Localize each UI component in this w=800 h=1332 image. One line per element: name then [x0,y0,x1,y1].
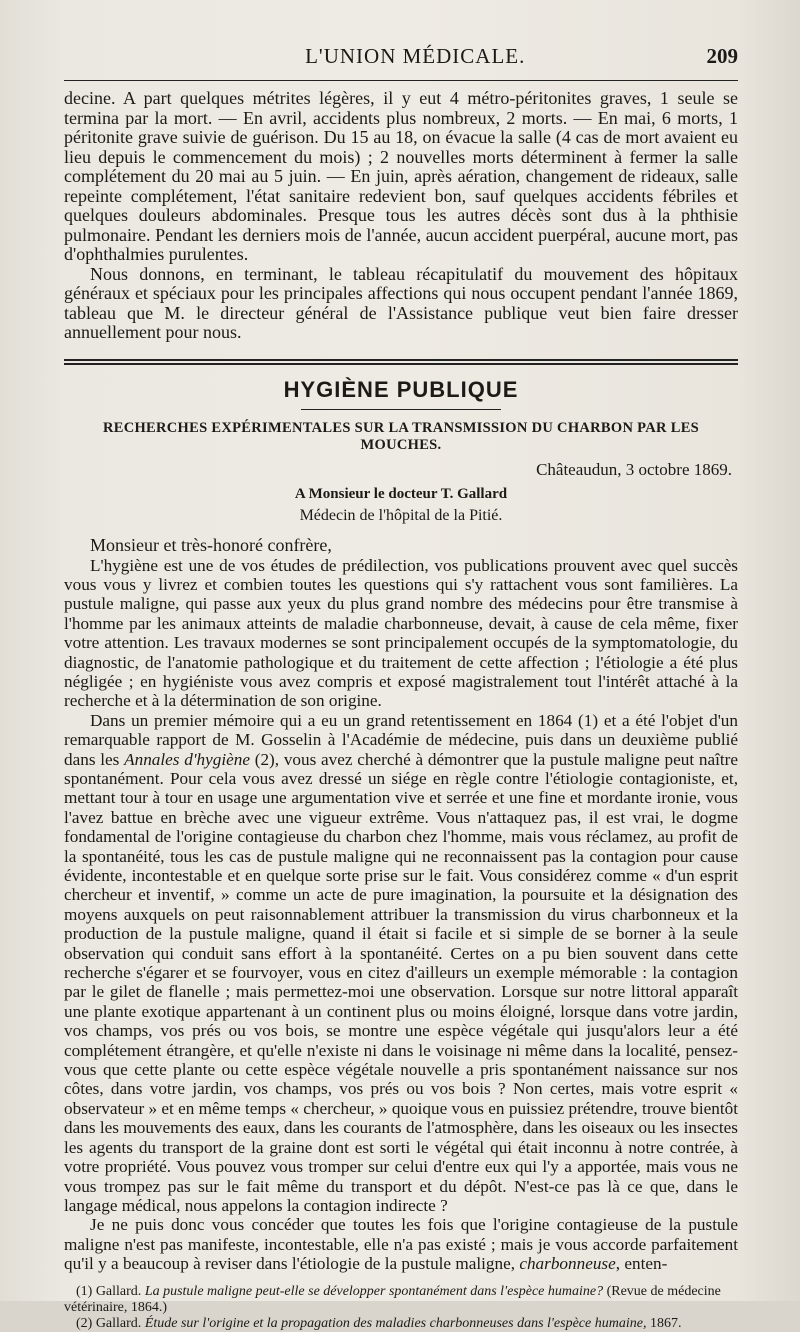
section-title-rule [301,409,501,410]
body-text: Je ne puis donc vous concéder que toutes les fois que l'origine contagieuse de la pustule maligne n'est pas manifeste, incontestable, elle n'a pas existé ; mais je vous accorde parfaitement qu'il y a beaucoup à reviser dans l'étiologie de la pustule maligne, [64,1215,738,1274]
article-heading: RECHERCHES EXPÉRIMENTALES SUR LA TRANSMISSION DU CHARBON PAR LES MOUCHES. [102,419,700,453]
body-paragraph [64,1215,738,1273]
addressee: A Monsieur le docteur T. Gallard [294,485,508,502]
intro-paragraph: Nous donnons, en terminant, le tableau récapitulatif du mouvement des hôpitaux généraux et spéciaux pour les principales affections qui nous occupent pendant l'année 1869, tableau que M. le directeur général de l'Assistance publique veut bien faire dresser annuellement pour nous. [64,263,738,342]
body-paragraph: L'hygiène est une de vos études de prédilection, vos publications prouvent avec quel succès vous vous y livrez et combien toutes les questions qui s'y rattachent vous sont familières. La pustule maligne, qui passe aux yeux du plus grand nombre des médecins pour être transmise à l'homme par les animaux atteints de maladie charbonneuse, devait, à cause de cela même, fixer votre attention. Les travaux modernes se sont principalement occupés de la symptomatologie, du diagnostic, de l'anatomie pathologique et du traitement de cette affection ; l'étiologie a été plus négligée ; en hygiéniste vous avez compris et exposé magistralement tout l'intérêt attaché à la recherche et à la détermination de son origine. [64,555,738,711]
body-paragraph [64,711,738,1216]
body-text: , enten- [615,1254,668,1274]
salutation: Monsieur et très-honoré confrère, [90,534,332,555]
body-text: (2), vous avez cherché à démontrer que la pustule maligne peut naître spontanément. Pour cela vous avez dressé un siége en règle contre l'étiologie contagioniste, et, mettant tour à tour en usage une argumentation vive et serrée et une fine et mordante ironie, vous l'avez battue en brèche avec une vigueur extrême. Vous n'attaquez pas, il est vrai, le dogme fondamental de l'origine contagieuse du charbon chez l'homme, mais vous réclamez, au profit de la spontanéité, tous les cas de pustule maligne qui ne reconnaissent pas la contagion pour cause évidente, incontestable et en quelque sorte prise sur le fait. Vous considérez comme « d'un esprit chercheur et inventif, » comme un acte de pure imagination, la poursuite et la désignation des moyens auxquels on peut raisonnablement attribuer la transmission du virus charbonneux et la production de la pustule maligne, quand il était si facile et si simple de se borner à la seule observation qui conduit sans effort à la spontanéité. Certes on a pu bien souvent dans cette recherche s'égarer et se fourvoyer, vous en citez d'ailleurs un exemple mémorable : la contagion par le gilet de flanelle ; mais permettez-moi une observation. Lorsque sur notre littoral apparaît une plante exotique appartenant à un continent plus ou moins éloigné, lorsque dans votre jardin, vos champs, vos prés ou vos bois, se montre une espèce végétale qui jusqu'alors leur a été complétement étrangère, et qu'elle n'existe ni dans le voisinage ni même dans la localité, pensez-vous que cette plante ou cette espèce végétale nouvelle a pris spontanément naissance sur nos côtes, dans votre jardin, vos champs, vos prés ou vos bois ? Non certes, mais votre esprit « observateur » et en même temps « chercheur, » quoique vous en puissiez prétendre, trouve bientôt dans les mouvements des eaux, dans les courants de l'atmosphère, dans les oiseaux ou les insectes les agents du transport de la graine dont est sorti le végétal qui était inconnu à notre contrée, à votre propriété. Vous pouvez vous tromper sur celui d'entre eux qui l'y a apportée, mais vous ne vous trompez pas sur le fait même du transport et du dépôt. N'est-ce pas là ce que, dans le langage médical, nous appelons la contagion indirecte ? [64,749,738,1215]
footnote-source: (Revue de médecine vétérinaire, 1864.) [64,1283,721,1315]
footnote-mark: (2) Gallard. [76,1315,145,1331]
page-header [64,44,738,74]
section-title: HYGIÈNE PUBLIQUE [283,376,519,402]
dateline: Châteaudun, 3 octobre 1869. [536,459,732,479]
emphasis-text: charbonneuse [519,1254,616,1274]
footnote-source: 1867. [646,1315,682,1331]
intro-text [64,89,738,343]
header-rule [64,80,738,81]
footnote-mark: (1) Gallard. [76,1283,145,1299]
page-number: 209 [706,44,738,68]
intro-paragraph: decine. A part quelques métrites légères, il y eut 4 métro-péritonites graves, 1 seule se termina par la mort. — En avril, accidents plus nombreux, 2 morts. — En mai, 6 morts, 1 péritonite grave suivie de guérison. Du 15 au 18, on évacue la salle (4 cas de mort avaient eu lieu depuis le commencement du mois) ; 2 nouvelles morts déterminent à fermer la salle complétement du 20 mai au 5 juin. — En juin, après aération, changement de rideaux, salle repeinte complétement, l'état sanitaire redevient bon, sauf quelques accidents fébriles et quelques douleurs abdominales. Presque tous les autres décès sont dus à la phthisie pulmonaire. Pendant les derniers mois de l'année, aucun accident puerpéral, aucune mort, pas d'ophthalmies purulentes. [64,88,738,264]
footnotes [64,1284,738,1332]
section-rule [64,363,738,365]
footnote-title: La pustule maligne peut-elle se développer spontanément dans l'espèce humaine? [144,1283,604,1299]
section-hygiene [64,359,738,556]
running-title: L'UNION MÉDICALE. [305,44,526,68]
footnote [64,1284,738,1316]
body-text: Dans un premier mémoire qui a eu un grand retentissement en 1864 (1) et a été l'objet d'un remarquable rapport de M. Gosselin à l'Académie de médecine, puis dans un deuxième publié dans les [64,710,738,769]
footnote [64,1316,738,1332]
footnote-title: Étude sur l'origine et la propagation des maladies charbonneuses dans l'espèce humaine, [144,1315,647,1331]
letter-body [64,556,738,1274]
section-rule [64,359,738,361]
addressee-role: Médecin de l'hôpital de la Pitié. [299,506,503,524]
journal-title: Annales d'hygiène [124,749,250,769]
